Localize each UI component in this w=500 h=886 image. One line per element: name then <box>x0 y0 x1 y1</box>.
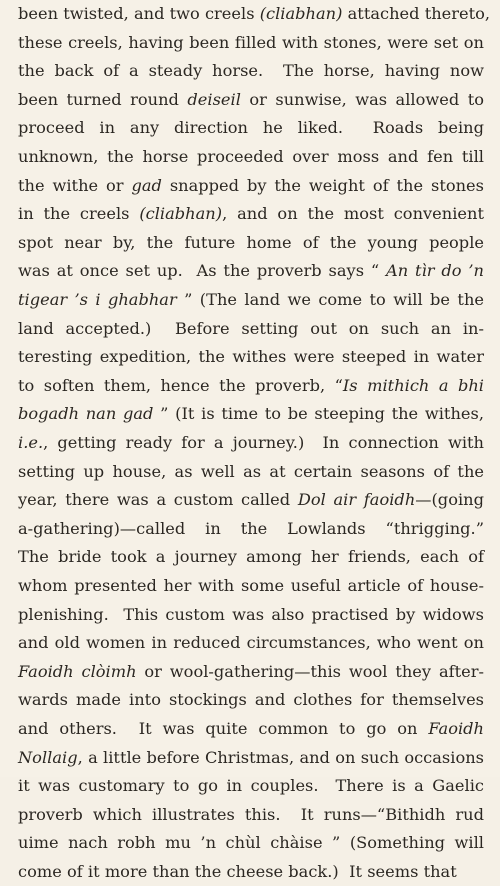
text-line <box>18 658 484 686</box>
text-line <box>18 372 484 400</box>
italic-text: Dol air faoidh <box>297 490 416 510</box>
text-run: proceed in any direction he liked. Roads being <box>18 118 484 138</box>
text-run: proverb which illustrates this. It runs—“Bithidh rud <box>18 804 484 824</box>
text-line <box>18 801 484 829</box>
text-line <box>18 858 484 886</box>
italic-text: Faoidh <box>428 719 484 738</box>
italic-text: tigear ’s i ghabhar <box>18 290 177 309</box>
text-line <box>18 315 484 343</box>
text-line <box>18 0 491 28</box>
italic-text: An tìr do ’n <box>386 261 484 281</box>
text-run: unknown, the horse proceeded over moss and fen till <box>18 147 484 166</box>
text-run: it was customary to go in couples. There is a Gaelic <box>18 776 484 796</box>
text-run: been turned round <box>18 89 188 109</box>
text-run: plenishing. This custom was also practised by widows <box>18 604 484 624</box>
text-line <box>18 257 484 285</box>
text-line <box>18 486 484 514</box>
text-run: and others. It was quite common to go on <box>18 719 429 738</box>
text-run: snapped by the weight of the stones <box>161 175 484 195</box>
text-line <box>18 772 484 800</box>
text-line <box>18 629 484 657</box>
italic-text: (cliabhan) <box>139 204 223 224</box>
text-line <box>18 829 484 857</box>
text-run: —(going <box>415 490 484 510</box>
text-line <box>18 200 484 228</box>
text-run: whom presented her with some useful article of house- <box>18 576 484 595</box>
text-run: setting up house, as well as at certain seasons of the <box>18 461 484 481</box>
text-run: been twisted, and two creels <box>18 4 260 23</box>
text-run: the back of a steady horse. The horse, having now <box>18 61 484 81</box>
text-run: and old women in reduced circumstances, who went on <box>18 633 484 653</box>
text-line <box>18 715 484 743</box>
text-run: to soften them, hence the proverb, “ <box>18 375 343 395</box>
text-run: uime nach robh mu ’n chùl chàise ” (Something will <box>18 833 484 853</box>
text-run: the withe or <box>18 175 132 195</box>
text-run: or wool-gathering—this wool they after- <box>136 661 484 681</box>
text-run: ” (It is time to be steeping the withes, <box>153 404 484 424</box>
text-run: in the creels <box>18 204 140 224</box>
text-run: a-gathering)—called in the Lowlands “thrigging.” <box>18 518 484 538</box>
text-line <box>18 400 484 428</box>
italic-text: (cliabhan) <box>259 4 343 23</box>
text-run: The bride took a journey among her friends, each of <box>18 547 484 567</box>
italic-text: bogadh nan gad <box>18 404 154 424</box>
text-line <box>18 29 484 57</box>
text-run: land accepted.) Before setting out on such an in- <box>18 318 484 338</box>
text-line <box>18 543 484 571</box>
text-run: these creels, having been filled with stones, were set on <box>18 32 484 52</box>
italic-text: Faoidh clòimh <box>18 661 137 681</box>
italic-text: gad <box>131 175 162 195</box>
text-line <box>18 172 484 200</box>
text-line <box>18 429 484 457</box>
text-run: , and on the most convenient <box>222 204 484 224</box>
text-line <box>18 57 484 85</box>
text-run: attached thereto, <box>342 4 491 23</box>
text-line <box>18 686 484 714</box>
text-run: spot near by, the future home of the young people <box>18 232 484 252</box>
text-run: year, there was a custom called <box>18 490 298 510</box>
text-run: come of it more than the cheese back.) It seems that <box>18 862 457 881</box>
text-line <box>18 343 484 371</box>
text-run: , a little before Christmas, and on such occasions <box>77 747 484 767</box>
text-run: was at once set up. As the proverb says “ <box>18 261 387 281</box>
text-line <box>18 286 484 314</box>
text-line <box>18 572 484 600</box>
text-run: or sunwise, was allowed to <box>240 89 484 109</box>
italic-text: deiseil <box>187 89 241 109</box>
text-line <box>18 229 484 257</box>
text-run: ” (The land we come to will be the <box>176 290 484 309</box>
text-line <box>18 515 484 543</box>
text-line <box>18 86 484 114</box>
italic-text: i.e. <box>18 433 44 452</box>
italic-text: Is mithich a bhi <box>342 375 484 395</box>
text-run: teresting expedition, the withes were steeped in water <box>18 347 484 367</box>
text-line <box>18 143 484 171</box>
text-line <box>18 601 484 629</box>
text-line <box>18 458 484 486</box>
text-line <box>18 744 484 772</box>
italic-text: Nollaig <box>18 747 78 767</box>
text-run: , getting ready for a journey.) In connection with <box>43 433 484 452</box>
text-line <box>18 114 484 142</box>
text-run: wards made into stockings and clothes for themselves <box>18 690 484 710</box>
